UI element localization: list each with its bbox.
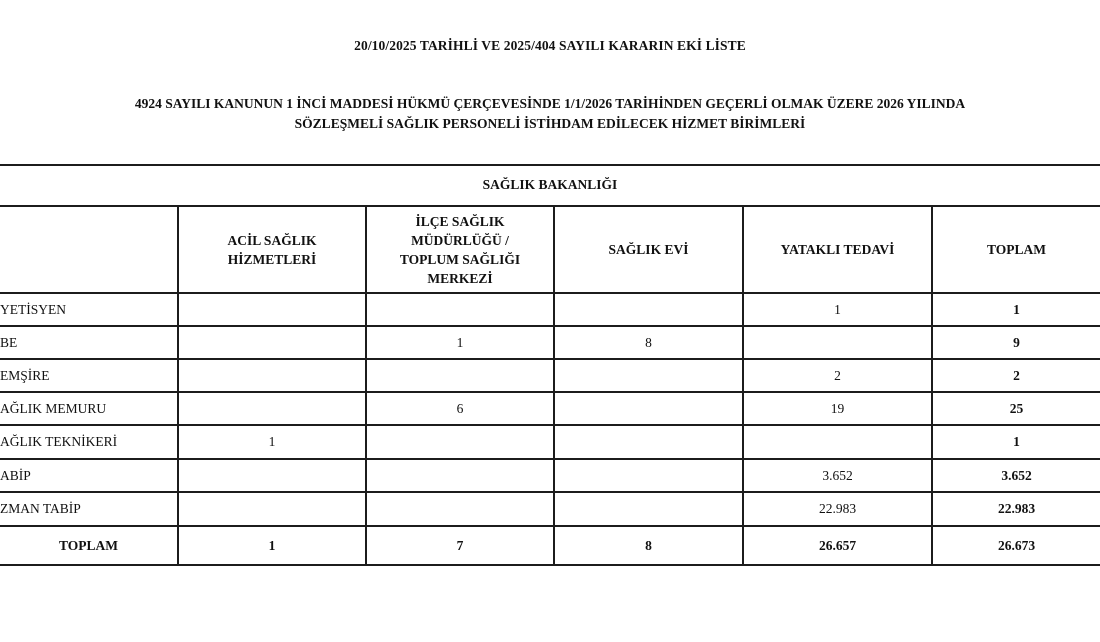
row-total-cell: 1 (1013, 301, 1020, 317)
table-cell (555, 426, 742, 458)
row-label: BE (0, 334, 18, 350)
table-cell: 22.983 (818, 501, 857, 516)
table-cell (367, 294, 553, 325)
header-text: HİZMETLERİ (227, 251, 317, 267)
table-cell (179, 493, 365, 525)
grand-total-cell: 26.673 (997, 537, 1036, 553)
row-total-cell: 3.652 (1001, 467, 1032, 483)
row-total-cell: 9 (1013, 334, 1020, 350)
header-text: TOPLAM (986, 242, 1046, 257)
row-total-cell: 25 (1009, 400, 1024, 416)
header-text: YATAKLI TEDAVİ (780, 242, 895, 257)
table-bottom-border (0, 564, 1100, 566)
row-label: AĞLIK TEKNİKERİ (0, 434, 118, 449)
column-header-acil-saglik (179, 207, 365, 292)
table-cell: 1 (268, 434, 276, 449)
row-label: ABİP (0, 467, 31, 483)
column-header-yatakli-tedavi (744, 207, 931, 292)
row-total-cell: 2 (1013, 367, 1020, 383)
row-total-cell: 1 (1013, 434, 1020, 449)
row-total-cell: 22.983 (997, 501, 1036, 516)
document-title: 20/10/2025 TARİHLİ VE 2025/404 SAYILI KARARIN EKİ LİSTE (354, 38, 746, 53)
document-subtitle (0, 94, 1100, 134)
table-cell: 1 (834, 301, 841, 317)
table-cell (179, 460, 365, 491)
table-cell (555, 360, 742, 391)
table-cell: 19 (830, 400, 845, 416)
total-cell: 1 (268, 537, 276, 553)
table-cell (179, 393, 365, 424)
column-header-saglik-evi (555, 207, 742, 292)
total-cell: 26.657 (818, 537, 857, 553)
table-cell (744, 327, 931, 358)
table-cell (555, 460, 742, 491)
table-cell (367, 460, 553, 491)
subtitle-line-2: SÖZLEŞMELİ SAĞLIK PERSONELİ İSTİHDAM EDİLECEK HİZMET BİRİMLERİ (294, 116, 806, 131)
header-text: MÜDÜRLÜĞÜ / (411, 232, 509, 248)
header-text: SAĞLIK EVİ (608, 242, 689, 257)
table-cell: 2 (834, 367, 841, 383)
row-label: ZMAN TABİP (0, 501, 81, 516)
table-cell (744, 426, 931, 458)
table-cell (179, 327, 365, 358)
table-cell (555, 493, 742, 525)
table-cell: 6 (456, 400, 464, 416)
row-label: EMŞİRE (0, 367, 50, 383)
header-text: ACİL SAĞLIK (227, 232, 317, 248)
header-text: İLÇE SAĞLIK (415, 213, 505, 229)
header-text: TOPLUM SAĞLIĞI (399, 251, 521, 267)
column-header-ilce-saglik (367, 207, 553, 292)
table-cell: 8 (645, 334, 652, 350)
table-cell (367, 493, 553, 525)
column-header-toplam (933, 207, 1100, 292)
row-label: AĞLIK MEMURU (0, 400, 107, 416)
table-cell (367, 360, 553, 391)
table-cell (179, 294, 365, 325)
row-label: YETİSYEN (0, 301, 66, 317)
table-cell (555, 393, 742, 424)
table-cell: 1 (456, 334, 464, 350)
total-cell: 7 (456, 537, 464, 553)
total-cell: 8 (645, 537, 652, 553)
table-cell (367, 426, 553, 458)
table-cell (179, 360, 365, 391)
header-text: MERKEZİ (427, 270, 493, 286)
subtitle-line-1: 4924 SAYILI KANUNUN 1 İNCİ MADDESİ HÜKMÜ ÇERÇEVESİNDE 1/1/2026 TARİHİNDEN GEÇERLİ OLMAK ÜZERE 2026 YILINDA (134, 96, 966, 111)
table-cell: 3.652 (822, 467, 853, 483)
ministry-header: SAĞLIK BAKANLIĞI (482, 177, 618, 192)
table-cell (555, 294, 742, 325)
total-row-label: TOPLAM (58, 537, 118, 553)
